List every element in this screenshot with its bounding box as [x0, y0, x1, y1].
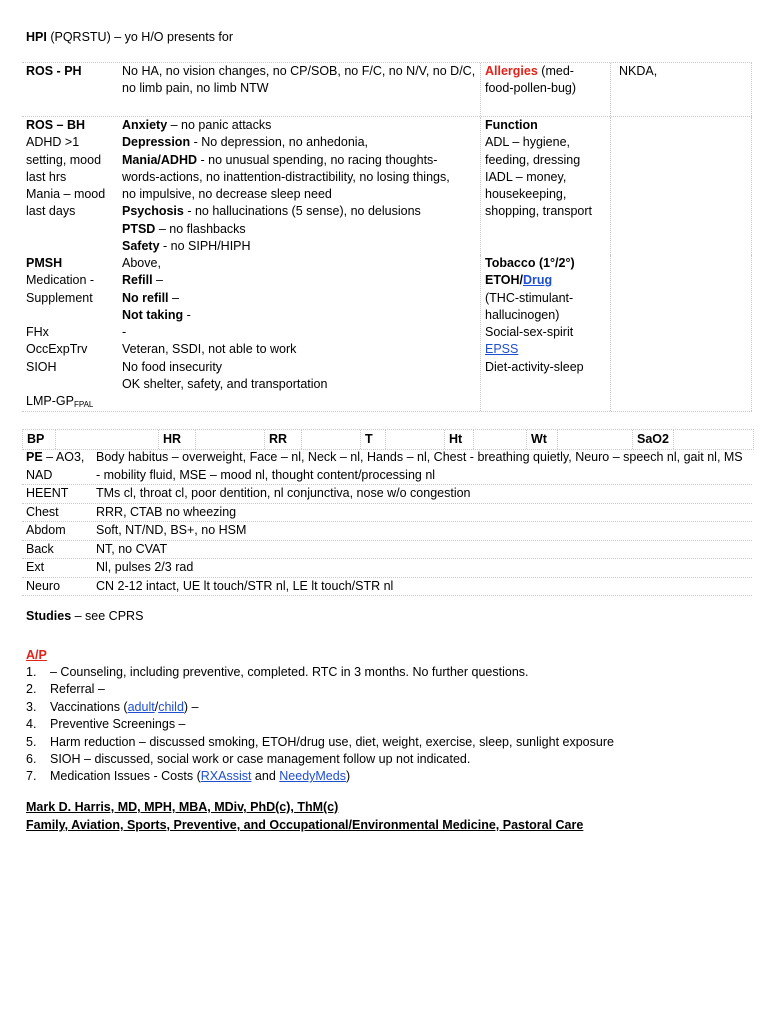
t-label: T — [365, 432, 373, 446]
ap-item — [26, 768, 614, 785]
t-field[interactable] — [385, 430, 445, 449]
sioh-label: SIOH — [26, 359, 57, 374]
ap-item — [26, 699, 614, 716]
ptsd-label: PTSD — [122, 221, 156, 236]
child-link[interactable]: child — [158, 699, 184, 714]
vitals-row — [22, 429, 754, 450]
pmsh-label: PMSH — [26, 256, 63, 270]
allergies-text-1: (med- — [537, 64, 574, 78]
drug-link[interactable]: Drug — [522, 273, 553, 288]
ap-num: 3. — [26, 699, 37, 714]
ros-bh-left-3: last hrs — [26, 169, 67, 184]
ros-bh-left-2: setting, mood — [26, 152, 102, 167]
ext-label: Ext — [26, 560, 45, 574]
neuro-label: Neuro — [26, 578, 61, 593]
ros-ph-text-2: no limb pain, no limb NTW — [122, 81, 269, 96]
pe-text-1: Body habitus – overweight, Face – nl, Neck – nl, Hands – nl, Chest - breathing quietly, Neuro – speech nl, gait nl, MS — [96, 450, 743, 464]
exam-row-chest — [22, 504, 752, 523]
ap-text: Vaccinations ( — [50, 699, 128, 714]
heent-label: HEENT — [26, 486, 69, 500]
pmsh-left-1: Medication - — [26, 273, 95, 288]
ap-text: – Counseling, including preventive, completed. RTC in 3 months. No further questions. — [50, 665, 529, 679]
exam-row-abdom — [22, 522, 752, 541]
ht-label: Ht — [449, 432, 463, 446]
mania-label: Mania/ADHD — [122, 152, 198, 167]
ap-text: / — [154, 699, 159, 714]
rr-label: RR — [269, 432, 288, 446]
heent-text: TMs cl, throat cl, poor dentition, nl conjunctiva, nose w/o congestion — [96, 486, 471, 500]
assessment-plan — [26, 646, 614, 786]
no-refill-label: No refill — [122, 290, 169, 305]
ap-text: ) — [345, 769, 351, 784]
ap-text: and — [251, 769, 280, 784]
not-taking-text: - — [183, 307, 191, 322]
diet-text: Diet-activity-sleep — [485, 359, 584, 374]
ap-num: 6. — [26, 752, 37, 767]
ap-text: ) – — [183, 699, 199, 714]
rxassist-link[interactable]: RXAssist — [200, 769, 252, 784]
exam-row-pe — [22, 449, 752, 485]
depression-text: - No depression, no anhedonia, — [190, 135, 368, 150]
studies-label: Studies — [26, 609, 72, 623]
occexptrv-label: OccExpTrv — [26, 342, 88, 357]
ap-item — [26, 681, 614, 698]
allergies-text-2: food-pollen-bug) — [485, 81, 577, 96]
studies-text: – see CPRS — [71, 609, 144, 623]
exam-table — [22, 449, 752, 596]
back-text: NT, no CVAT — [96, 541, 168, 556]
ap-title: A/P — [26, 648, 47, 662]
ros-ph-text-1: No HA, no vision changes, no CP/SOB, no F/C, no N/V, no D/C, — [122, 64, 476, 78]
lmp-label: LMP-GP — [26, 394, 74, 409]
fhx-label: FHx — [26, 325, 49, 340]
ext-text: Nl, pulses 2/3 rad — [96, 560, 194, 574]
function-3: IADL – money, — [485, 169, 567, 184]
ap-text: Referral – — [50, 682, 105, 697]
neuro-text: CN 2-12 intact, UE lt touch/STR nl, LE lt touch/STR nl — [96, 578, 394, 593]
ap-num: 4. — [26, 717, 37, 732]
pe-label-bold: PE — [26, 450, 43, 464]
psychosis-label: Psychosis — [122, 204, 184, 219]
depression-label: Depression — [122, 135, 191, 150]
not-taking-label: Not taking — [122, 307, 184, 322]
history-table — [22, 62, 752, 412]
ap-item — [26, 734, 614, 751]
function-label: Function — [485, 118, 538, 132]
signature-name: Mark D. Harris, MD, MPH, MBA, MDiv, PhD(c), ThM(c) — [26, 800, 339, 814]
wt-field[interactable] — [557, 430, 633, 449]
allergies-label: Allergies — [485, 64, 538, 78]
function-4: housekeeping, — [485, 187, 567, 202]
abdom-label: Abdom — [26, 523, 66, 537]
hpi-line — [26, 29, 233, 46]
adult-link[interactable]: adult — [127, 699, 155, 714]
epss-link[interactable]: EPSS — [485, 342, 519, 357]
exam-row-ext — [22, 559, 752, 578]
ros-bh-label: ROS – BH — [26, 118, 86, 132]
ros-bh-row — [22, 117, 752, 255]
refill-text: – — [152, 273, 163, 288]
rr-field[interactable] — [301, 430, 361, 449]
pe-label — [26, 449, 92, 467]
social-text: Social-sex-spirit — [485, 325, 574, 340]
hpi-text: (PQRSTU) – yo H/O presents for — [46, 30, 234, 44]
ap-item — [26, 664, 614, 681]
ap-num: 5. — [26, 734, 37, 749]
pmsh-left-2: Supplement — [26, 290, 93, 305]
lmp-sub: FPAL — [73, 400, 94, 410]
ap-text: Preventive Screenings – — [50, 717, 186, 732]
refill-label: Refill — [122, 273, 153, 288]
sao2-label: SaO2 — [637, 432, 669, 446]
hpi-label: HPI — [26, 30, 47, 44]
studies-line — [26, 608, 143, 625]
ros-bh-left-1: ADHD >1 — [26, 135, 80, 150]
allergies-value: NKDA, — [619, 64, 658, 78]
mania-text-3: no impulsive, no decrease sleep need — [122, 187, 332, 202]
bp-field[interactable] — [55, 430, 159, 449]
no-refill-text: – — [168, 290, 179, 305]
fhx-value: - — [122, 325, 127, 340]
occ-value: Veteran, SSDI, not able to work — [122, 342, 297, 357]
ap-num: 7. — [26, 769, 37, 784]
safety-label: Safety — [122, 239, 160, 254]
pmsh-above: Above, — [122, 256, 161, 270]
function-1: ADL – hygiene, — [485, 135, 571, 150]
pe-text-2: - mobility fluid, MSE – mood nl, thought content/processing nl — [96, 467, 436, 482]
ptsd-text: – no flashbacks — [155, 221, 246, 236]
ap-num: 1. — [26, 665, 37, 679]
back-label: Back — [26, 541, 54, 556]
ht-field[interactable] — [473, 430, 527, 449]
exam-row-heent — [22, 485, 752, 504]
needymeds-link[interactable]: NeedyMeds — [279, 769, 346, 784]
mania-text: - no unusual spending, no racing thoughts- — [197, 152, 438, 167]
signature — [26, 798, 583, 834]
sao2-field[interactable] — [673, 430, 751, 449]
etoh-label: ETOH/ — [485, 273, 523, 288]
ap-text: Harm reduction – discussed smoking, ETOH/drug use, diet, weight, exercise, sleep, sunlight exposure — [50, 734, 614, 749]
ros-ph-label: ROS - PH — [26, 64, 82, 78]
ap-text: Medication Issues - Costs ( — [50, 769, 201, 784]
ap-num: 2. — [26, 682, 37, 697]
ap-text: SIOH – discussed, social work or case management follow up not indicated. — [50, 752, 471, 767]
sioh-value-1: No food insecurity — [122, 359, 223, 374]
pe-label-rest: – AO3, — [42, 450, 85, 464]
bp-label: BP — [27, 432, 45, 446]
abdom-text: Soft, NT/ND, BS+, no HSM — [96, 523, 247, 537]
drug-text-2: hallucinogen) — [485, 307, 560, 322]
function-5: shopping, transport — [485, 204, 593, 219]
chest-text: RRR, CTAB no wheezing — [96, 504, 237, 519]
sioh-value-2: OK shelter, safety, and transportation — [122, 377, 328, 392]
chest-label: Chest — [26, 504, 59, 519]
exam-row-neuro — [22, 578, 752, 597]
tobacco-label: Tobacco (1°/2°) — [485, 256, 575, 270]
ros-bh-left-4: Mania – mood — [26, 187, 106, 202]
anxiety-text: – no panic attacks — [167, 118, 272, 132]
hr-field[interactable] — [195, 430, 265, 449]
mania-text-2: words-actions, no inattention-distractibility, no losing things, — [122, 169, 450, 184]
anxiety-label: Anxiety — [122, 118, 168, 132]
ap-list — [26, 664, 614, 786]
pmsh-row — [22, 255, 752, 412]
psychosis-text: - no hallucinations (5 sense), no delusions — [183, 204, 421, 219]
ap-item — [26, 751, 614, 768]
ap-item — [26, 716, 614, 733]
hr-label: HR — [163, 432, 182, 446]
wt-label: Wt — [531, 432, 547, 446]
signature-specialty: Family, Aviation, Sports, Preventive, and Occupational/Environmental Medicine, Pastoral Care — [26, 818, 584, 832]
safety-text: - no SIPH/HIPH — [159, 239, 251, 254]
drug-text-1: (THC-stimulant- — [485, 290, 574, 305]
function-2: feeding, dressing — [485, 152, 581, 167]
exam-row-back — [22, 541, 752, 560]
ros-ph-row — [22, 62, 752, 117]
nad-label: NAD — [26, 467, 53, 482]
ros-bh-left-5: last days — [26, 204, 76, 219]
